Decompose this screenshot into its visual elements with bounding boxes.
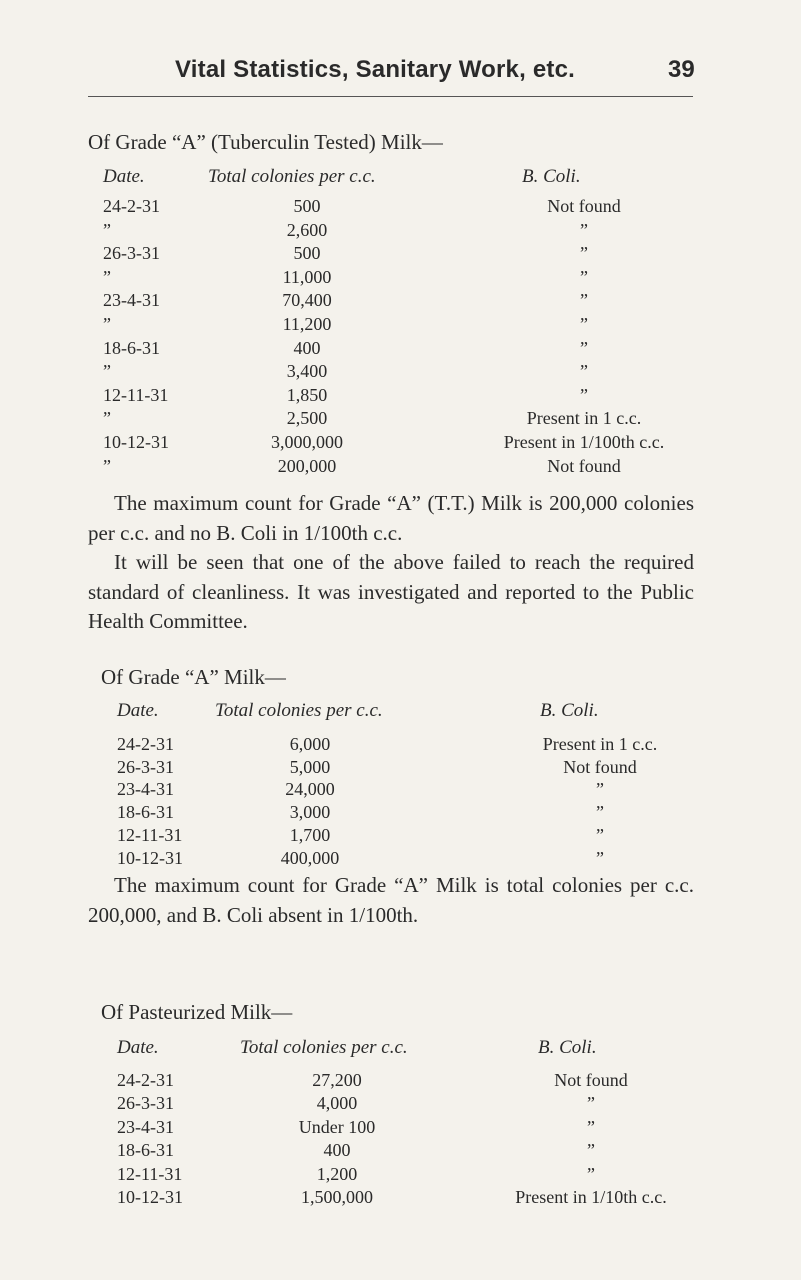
coli-cell: Present in 1 c.c. (542, 734, 658, 754)
count-cell: 3,000,000 (271, 432, 343, 452)
table-row (0, 757, 801, 781)
coli-cell: ” (587, 1116, 595, 1137)
coli-cell: Not found (563, 756, 637, 777)
coli-cell: ” (580, 290, 588, 311)
table-row (0, 267, 801, 291)
count-cell: Under 100 (298, 1116, 376, 1137)
count-cell: 1,200 (316, 1163, 358, 1184)
coli-cell: ” (596, 824, 604, 845)
coli-cell: ” (596, 802, 604, 823)
section1-count-header: Total colonies per c.c. (208, 166, 376, 187)
count-cell: 2,600 (286, 219, 328, 240)
table-row (0, 385, 801, 409)
coli-cell: ” (580, 219, 588, 240)
section1-date-header: Date. (103, 166, 145, 187)
table-row (0, 825, 801, 849)
table-row (0, 1140, 801, 1164)
date-cell: 26-3-31 (103, 243, 160, 264)
table-row (0, 1187, 801, 1211)
coli-cell: Present in 1 c.c. (526, 408, 642, 429)
coli-cell: ” (587, 1140, 595, 1161)
date-cell: ” (103, 455, 111, 476)
date-cell: 10-12-31 (117, 1187, 183, 1207)
date-cell: 12-11-31 (117, 1163, 183, 1184)
count-cell: 27,200 (312, 1070, 362, 1090)
coli-cell: ” (587, 1093, 595, 1114)
table-row (0, 1117, 801, 1141)
page-header (0, 56, 801, 96)
table-row (0, 361, 801, 385)
coli-cell: ” (580, 314, 588, 334)
section3-date-header: Date. (117, 1037, 159, 1058)
table-row (0, 802, 801, 826)
count-cell: 5,000 (289, 756, 331, 777)
table-row (0, 734, 801, 758)
coli-cell: ” (596, 779, 604, 800)
section2-paragraph-block (88, 871, 694, 930)
coli-cell: Not found (547, 455, 621, 476)
section3-coli-header: B. Coli. (538, 1037, 597, 1058)
date-cell: 24-2-31 (117, 1070, 174, 1090)
table-row (0, 456, 801, 480)
running-title: Vital Statistics, Sanitary Work, etc. (175, 56, 576, 83)
count-cell: 400,000 (280, 847, 340, 868)
count-cell: 11,200 (282, 314, 332, 334)
coli-cell: ” (580, 361, 588, 382)
section2-heading: Of Grade “A” Milk— (101, 665, 286, 689)
count-cell: 3,000 (289, 802, 331, 823)
section1-heading: Of Grade “A” (Tuberculin Tested) Milk— (88, 130, 443, 154)
coli-cell: ” (587, 1163, 595, 1184)
section1-paragraph2: It will be seen that one of the above failed to reach the required standard of cleanliness. It was investigated and reported to the Public Health Committee. (88, 550, 694, 633)
count-cell: 2,500 (286, 408, 328, 429)
section3-count-header: Total colonies per c.c. (240, 1037, 408, 1058)
section1-coli-header: B. Coli. (522, 166, 581, 187)
date-cell: 23-4-31 (117, 1116, 174, 1137)
count-cell: 1,850 (286, 384, 328, 405)
coli-cell: Not found (547, 196, 621, 216)
coli-cell: ” (596, 847, 604, 868)
section1-paragraphs (88, 489, 694, 637)
coli-cell: Present in 1/10th c.c. (515, 1187, 667, 1207)
table-row (0, 1093, 801, 1117)
date-cell: ” (103, 266, 111, 287)
table-row (0, 290, 801, 314)
date-cell: 26-3-31 (117, 1093, 174, 1114)
date-cell: 10-12-31 (117, 847, 183, 868)
count-cell: 6,000 (289, 734, 331, 754)
table-row (0, 196, 801, 220)
date-cell: ” (103, 314, 111, 334)
date-cell: 23-4-31 (103, 290, 160, 311)
table-row (0, 1164, 801, 1188)
table-row (0, 314, 801, 338)
section2-count-header: Total colonies per c.c. (215, 700, 383, 721)
coli-cell: ” (580, 384, 588, 405)
count-cell: 1,700 (289, 824, 331, 845)
table-row (0, 848, 801, 872)
coli-cell: Not found (554, 1070, 628, 1090)
coli-cell: ” (580, 266, 588, 287)
date-cell: 12-11-31 (117, 824, 183, 845)
coli-cell: Present in 1/100th c.c. (503, 432, 665, 452)
date-cell: 18-6-31 (103, 337, 160, 358)
date-cell: 10-12-31 (103, 432, 169, 452)
count-cell: 4,000 (316, 1093, 358, 1114)
section2-paragraph: The maximum count for Grade “A” Milk is total colonies per c.c. 200,000, and B. Coli absent in 1/100th. (88, 873, 694, 927)
count-cell: 3,400 (286, 361, 328, 382)
header-rule (88, 96, 693, 97)
count-cell: 400 (323, 1140, 351, 1161)
coli-cell: ” (580, 243, 588, 264)
date-cell: ” (103, 361, 111, 382)
date-cell: ” (103, 408, 111, 429)
count-cell: 11,000 (282, 266, 332, 287)
coli-cell: ” (580, 337, 588, 358)
table-row (0, 779, 801, 803)
date-cell: 23-4-31 (117, 779, 174, 800)
count-cell: 500 (293, 196, 321, 216)
table-row (0, 432, 801, 456)
count-cell: 24,000 (285, 779, 335, 800)
count-cell: 200,000 (277, 455, 337, 476)
section2-coli-header: B. Coli. (540, 700, 599, 721)
table-row (0, 408, 801, 432)
section2-date-header: Date. (117, 700, 159, 721)
count-cell: 70,400 (282, 290, 332, 311)
count-cell: 500 (293, 243, 321, 264)
date-cell: 26-3-31 (117, 756, 174, 777)
table-row (0, 243, 801, 267)
date-cell: 12-11-31 (103, 384, 169, 405)
date-cell: 18-6-31 (117, 802, 174, 823)
count-cell: 400 (293, 337, 321, 358)
table-row (0, 220, 801, 244)
table-row (0, 1070, 801, 1094)
section3-heading: Of Pasteurized Milk— (101, 1000, 293, 1024)
date-cell: ” (103, 219, 111, 240)
date-cell: 18-6-31 (117, 1140, 174, 1161)
count-cell: 1,500,000 (301, 1187, 373, 1207)
page-number: 39 (668, 56, 695, 83)
table-row (0, 338, 801, 362)
date-cell: 24-2-31 (103, 196, 160, 216)
section1-paragraph1: The maximum count for Grade “A” (T.T.) Milk is 200,000 colonies per c.c. and no B. Coli in 1/100th c.c. (88, 491, 694, 545)
date-cell: 24-2-31 (117, 734, 174, 754)
